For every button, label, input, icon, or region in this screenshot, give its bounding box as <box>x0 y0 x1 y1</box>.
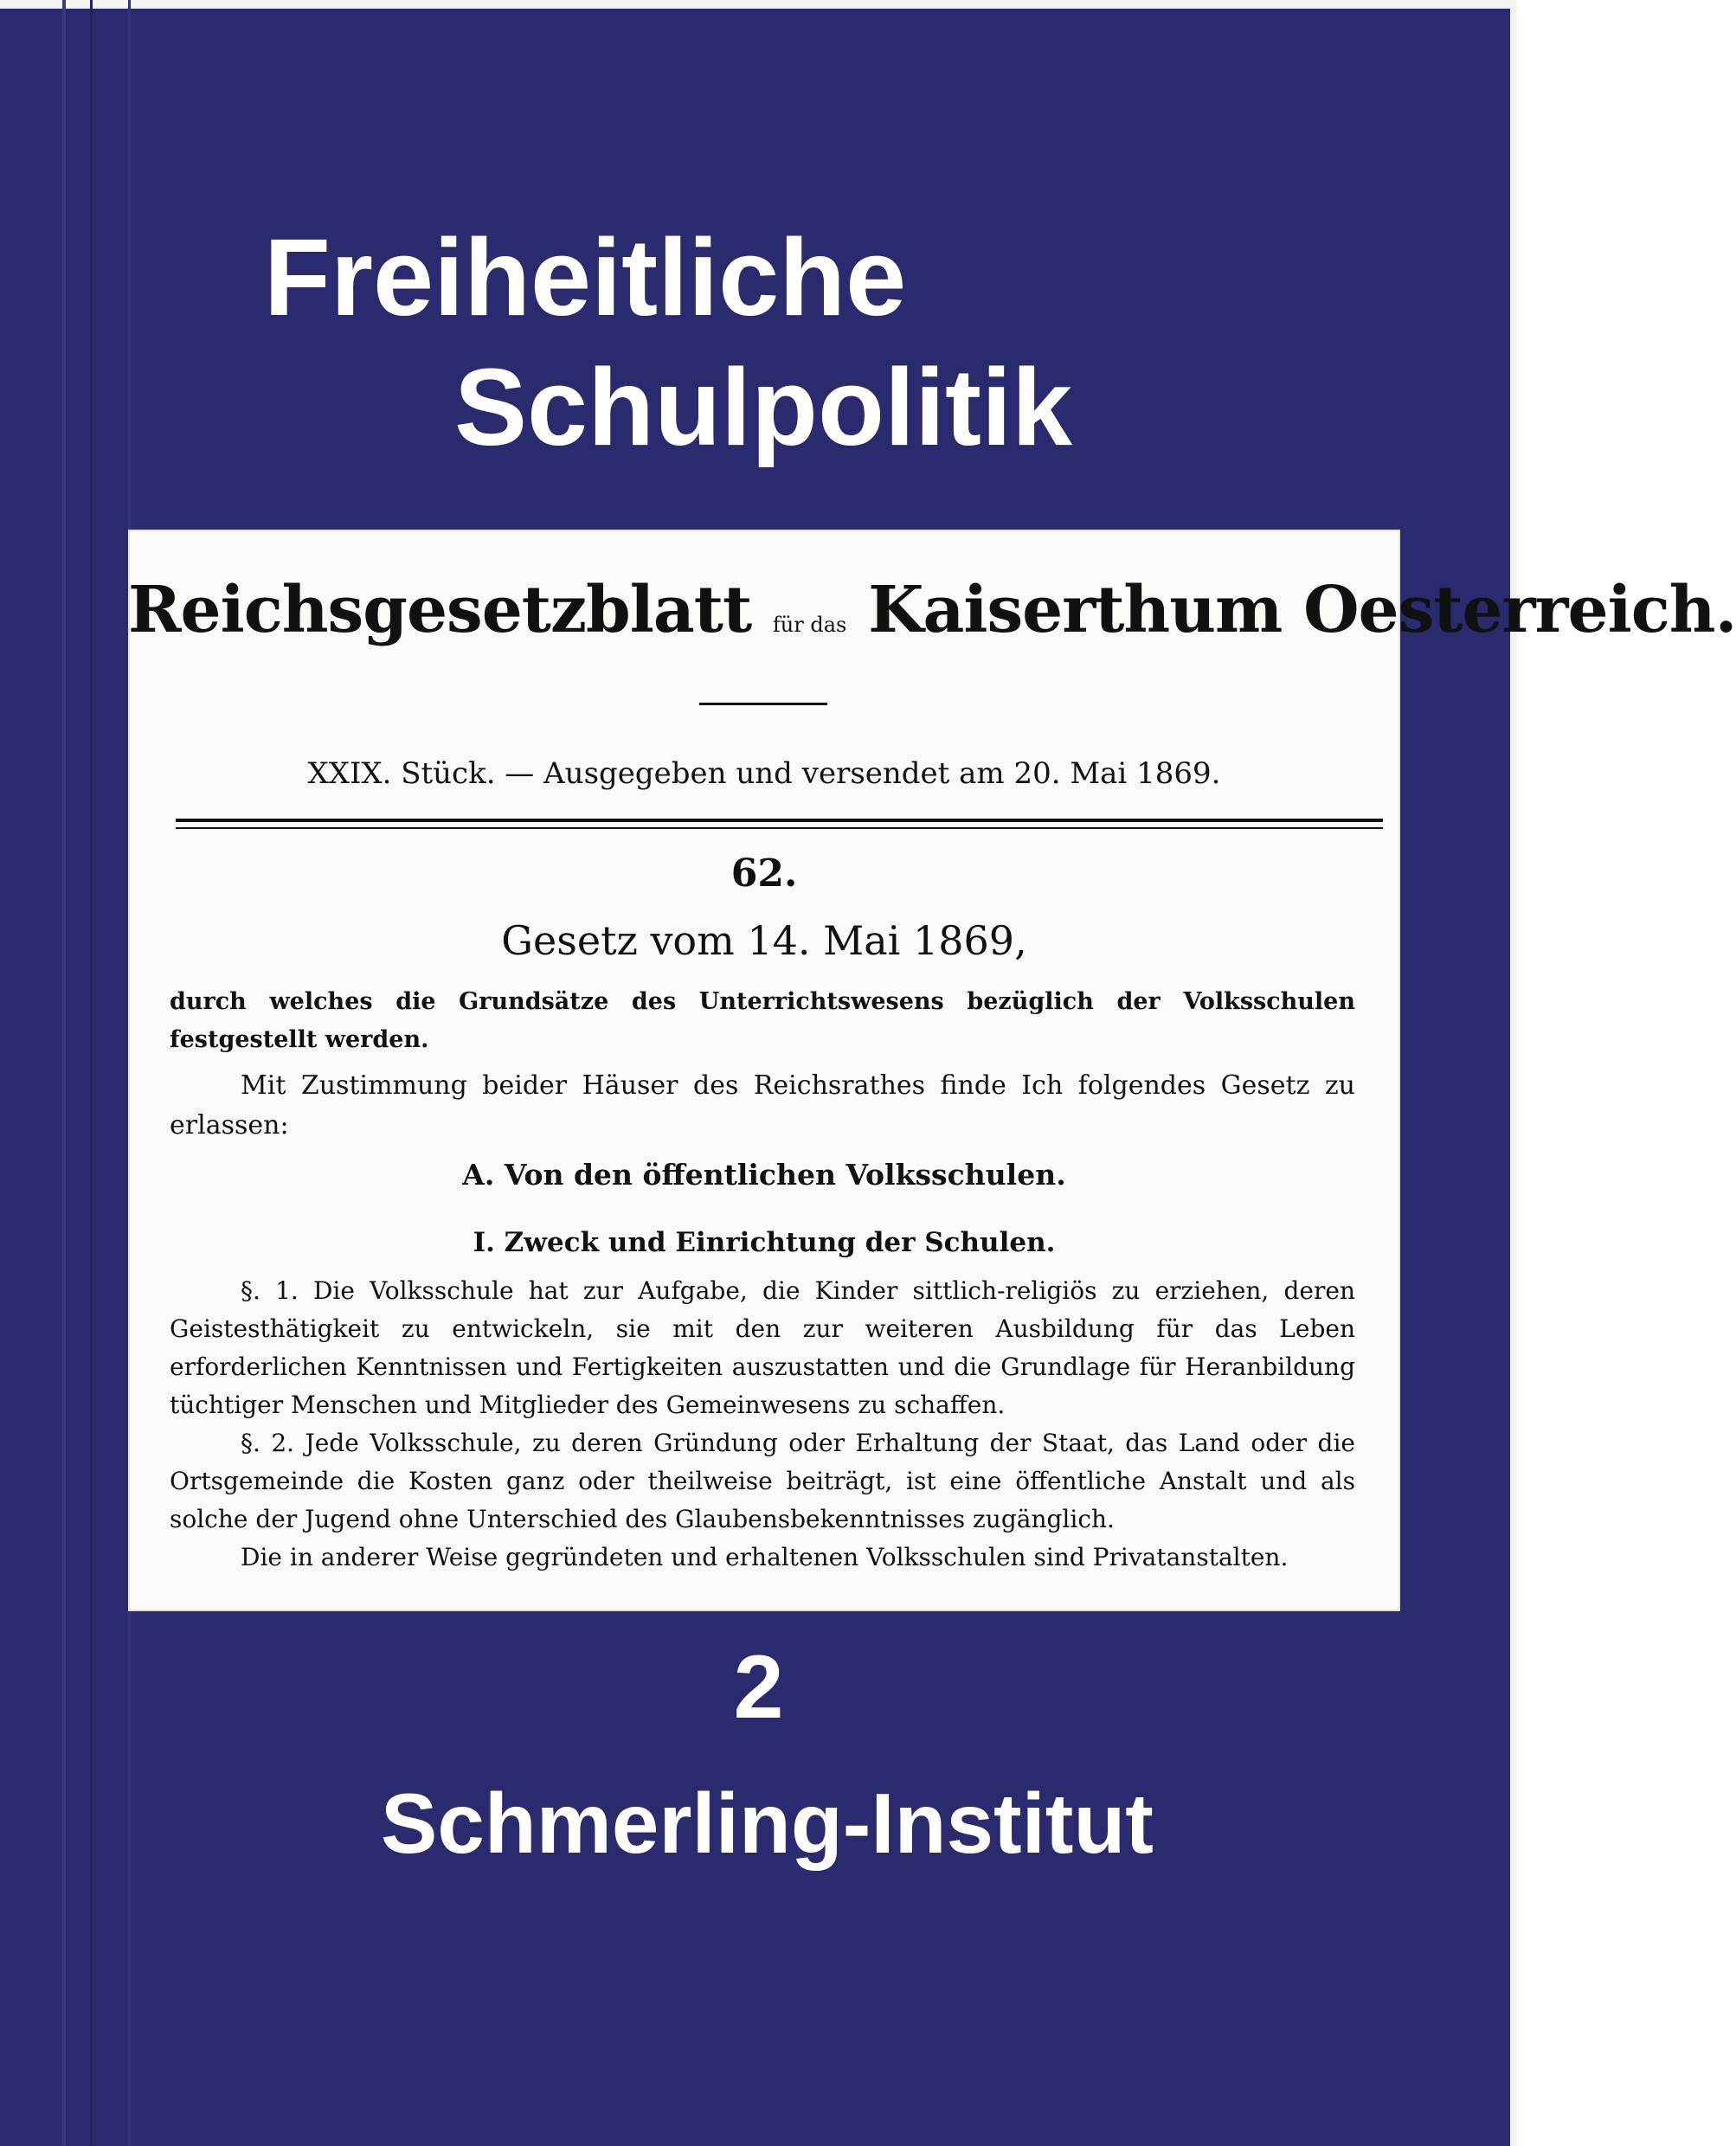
cover-title-line-2: Schulpolitik <box>454 346 1073 468</box>
law-subtitle: durch welches die Grundsätze des Unterrichtswesens bezüglich der Volksschulen festgestellt werden. <box>170 988 1355 1053</box>
paragraph-2: §. 2. Jede Volksschule, zu deren Gründung oder Erhaltung der Staat, das Land oder die Ortsgemeinde die Kosten ganz oder theilweise beiträgt, ist eine öffentliche Anstalt und als solche der Jugend ohne Unterschied des Glaubensbekenntnisses zugänglich. <box>170 1429 1355 1533</box>
issue-line: XXIX. Stück. — Ausgegeben und versendet am 20. Mai 1869. <box>307 756 1221 791</box>
double-rule <box>176 819 1383 829</box>
section-heading-a: A. Von den öffentlichen Volksschulen. <box>462 1158 1066 1192</box>
masthead-left: Reichsgesetzblatt <box>128 573 752 647</box>
preamble: Mit Zustimmung beider Häuser des Reichsrathes finde Ich folgendes Gesetz zu erlassen: <box>170 1070 1355 1140</box>
section-heading-i: I. Zweck und Einrichtung der Schulen. <box>473 1227 1056 1258</box>
scan-edge <box>0 0 1517 9</box>
paragraph-1: §. 1. Die Volksschule hat zur Aufgabe, die Kinder sittlich-religiös zu erziehen, deren Geistesthätigkeit zu entwickeln, sie mit den zur weiteren Ausbildung für das Leben erforderlichen Kenntnissen und Fertigkeiten auszustatten und die Grundlage für Heranbildung tüchtiger Menschen und Mitglieder des Gemeinwesens zu schaffen. <box>170 1276 1355 1419</box>
gazette-masthead <box>128 573 1736 647</box>
cover-title-line-1: Freiheitliche <box>264 216 907 338</box>
volume-number: 2 <box>733 1637 784 1738</box>
short-rule <box>699 703 827 705</box>
gazette-facsimile <box>128 530 1736 1611</box>
paragraph-3: Die in anderer Weise gegründeten und erhaltenen Volksschulen sind Privatanstalten. <box>241 1543 1289 1571</box>
law-title: Gesetz vom 14. Mai 1869, <box>501 917 1027 964</box>
publisher-name: Schmerling-Institut <box>381 1776 1154 1871</box>
masthead-connector: für das <box>772 613 847 637</box>
law-number: 62. <box>730 851 798 896</box>
masthead-right: Kaiserthum Oesterreich. <box>868 573 1736 647</box>
